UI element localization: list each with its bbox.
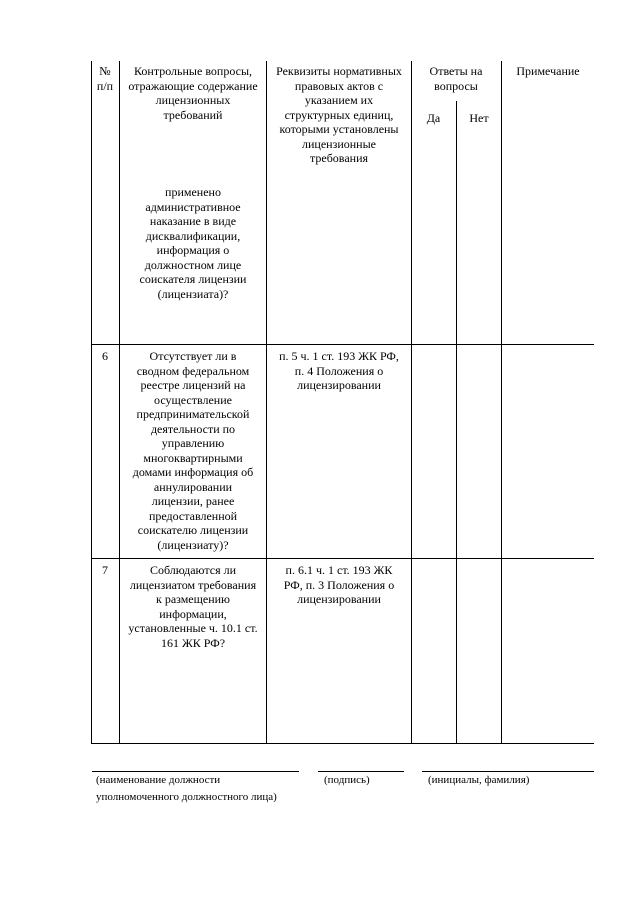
- header-number: № п/п: [96, 64, 114, 93]
- header-answer-no: Нет: [469, 111, 489, 125]
- table-row-number: 6: [102, 349, 108, 363]
- header-answers: Ответы на вопросы: [429, 64, 483, 93]
- header-answer-yes: Да: [426, 111, 441, 125]
- header-note: Примечание: [516, 64, 580, 78]
- position-label: (наименование должности уполномоченного должностного лица): [96, 774, 277, 803]
- table-row-question: Соблюдаются ли лицензиатом требования к размещению информации, установленные ч. 10.1 ст. 161 ЖК РФ?: [128, 563, 258, 650]
- header-control-questions: Контрольные вопросы, отражающие содержание лицензионных требований: [128, 64, 258, 122]
- table-row-question: Отсутствует ли в сводном федеральном реестре лицензий на осуществление предпринимательской деятельности по управлению многоквартирными домами информация об аннулировании лицензии, ранее предоставленной соискателю лицензии (лицензиату)?: [132, 349, 254, 552]
- table-row-requisites: п. 6.1 ч. 1 ст. 193 ЖК РФ, п. 3 Положения о лицензировании: [283, 563, 395, 606]
- column-divider-yes-no: [456, 101, 457, 743]
- name-label: (инициалы, фамилия): [428, 774, 530, 786]
- column-divider-requisites: [411, 61, 412, 743]
- table-row-number: 7: [102, 563, 108, 577]
- signature-label: (подпись): [324, 774, 370, 786]
- column-divider-answers: [501, 61, 502, 743]
- header-legal-requisites: Реквизиты нормативных правовых актов с указанием их структурных единиц, которыми установлены лицензионные требования: [276, 64, 402, 165]
- row-divider-1: [91, 344, 594, 345]
- table-row-question: применено административное наказание в виде дисквалификации, информация о должностном лице соискателя лицензии (лицензиата)?: [139, 185, 247, 301]
- table-border-bottom: [91, 743, 594, 744]
- checklist-table: [91, 61, 594, 743]
- row-divider-2: [91, 558, 594, 559]
- table-border-left: [91, 61, 92, 743]
- table-row-requisites: п. 5 ч. 1 ст. 193 ЖК РФ, п. 4 Положения о лицензировании: [279, 349, 399, 392]
